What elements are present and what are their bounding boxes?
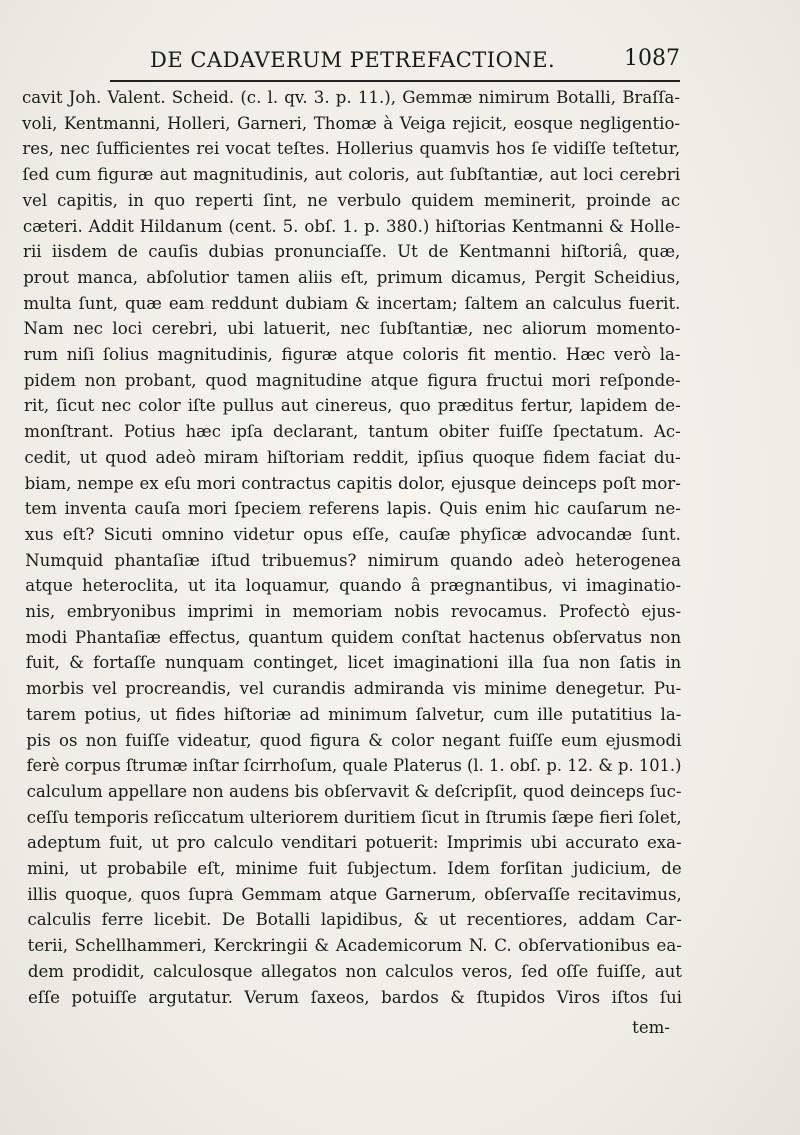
text-line: pidem non probant, quod magnitudine atque figura fructui mori reſponde-: [23, 370, 681, 390]
text-line: ceſſu temporis reſiccatum ulteriorem duritiem ſicut in ſtrumis ſæpe fieri ſolet,: [26, 807, 682, 827]
text-line: xus eſt? Sicuti omnino videtur opus eſſe, cauſæ phyſicæ advocandæ ſunt.: [24, 524, 681, 544]
text-line: voli, Kentmanni, Holleri, Garneri, Thomæ à Veiga rejicit, eosque negligentio-: [22, 113, 681, 133]
running-title: DE CADAVERUM PETREFACTIONE.: [150, 48, 556, 72]
text-line: adeptum fuit, ut pro calculo venditari potuerit: Imprimis ubi accurato exa-: [26, 833, 682, 853]
text-line: modi Phantaſiæ effectus, quantum quidem conſtat hactenus obſervatus non: [25, 627, 682, 647]
text-line: terii, Schellhammeri, Kerckringii & Academicorum N. C. obſervationibus ea-: [27, 936, 682, 956]
text-line: morbis vel procreandis, vel curandis admiranda vis minime denegetur. Pu-: [25, 679, 682, 699]
text-line: calculis ferre licebit. De Botalli lapidibus, & ut recentiores, addam Car-: [27, 910, 682, 930]
text-line: ſed cum figuræ aut magnitudinis, aut coloris, aut ſubſtantiæ, aut loci cerebri: [22, 165, 681, 185]
text-line: fuit, & fortaſſe nunquam continget, licet imaginationi illa ſua non ſatis in: [25, 653, 682, 673]
page-number: 1087: [624, 46, 680, 71]
text-line: dem prodidit, calculosque allegatos non calculos veros, ſed oſſe fuiſſe, aut: [27, 961, 682, 981]
page-header: [150, 44, 680, 76]
header-rule: [110, 80, 680, 82]
text-line: Nam nec loci cerebri, ubi latuerit, nec ſubſtantiæ, nec aliorum momento-: [23, 319, 681, 339]
text-line: mini, ut probabile eſt, minime fuit ſubjectum. Idem forſitan judicium, de: [27, 859, 682, 878]
text-line: ferè corpus ſtrumæ inſtar ſcirrhoſum, quale Platerus (l. 1. obſ. p. 12. & p. 101.): [26, 756, 682, 776]
text-line: cedit, ut quod adeò miram hiſtoriam reddit, ipſius quoque fidem faciat du-: [24, 447, 681, 467]
text-line: tarem potius, ut fides hiſtoriæ ad minimum ſalvetur, cum ille putatitius la-: [26, 704, 682, 724]
text-line: calculum appellare non audens bis obſervavit & deſcripſit, quod deinceps ſuc-: [26, 781, 682, 801]
text-line: illis quoque, quos ſupra Gemmam atque Garnerum, obſervaſſe recitavimus,: [27, 884, 682, 904]
text-line: atque heteroclita, ut ita loquamur, quando â prægnantibus, vi imaginatio-: [25, 576, 682, 596]
text-line: pis os non fuiſſe videatur, quod figura & color negant fuiſſe eum ejusmodi: [26, 730, 682, 750]
catchword: tem-: [632, 1018, 670, 1037]
text-line: prout manca, abſolutior tamen aliis eſt, primum dicamus, Pergit Scheidius,: [23, 267, 681, 287]
text-line: res, nec ſufficientes rei vocat teſtes. Hollerius quamvis hos ſe vidiſſe teſtetur,: [22, 139, 681, 159]
text-line: Numquid phantaſiæ iſtud tribuemus? nimirum quando adeò heterogenea: [25, 550, 682, 570]
text-line: cæteri. Addit Hildanum (cent. 5. obſ. 1. p. 380.) hiſtorias Kentmanni & Holle-: [22, 216, 681, 236]
text-line: nis, embryonibus imprimi in memoriam nobis revocamus. Profectò ejus-: [25, 602, 682, 621]
text-line: eſſe potuiſſe argutatur. Verum ſaxeos, bardos & ſtupidos Viros iſtos ſui: [28, 987, 682, 1007]
text-line: rit, ſicut nec color iſte pullus aut cinereus, quo præditus fertur, lapidem de-: [24, 396, 681, 416]
text-line: rum niſi ſolius magnitudinis, figuræ atque coloris fit mentio. Hæc verò la-: [23, 345, 681, 364]
text-line: monſtrant. Potius hæc ipſa declarant, tantum obiter fuiſſe ſpectatum. Ac-: [24, 422, 681, 442]
text-line: rii iisdem de cauſis dubias pronunciaſſe. Ut de Kentmanni hiſtoriâ, quæ,: [23, 242, 681, 262]
text-line: vel capitis, in quo reperti ſint, ne verbulo quidem meminerit, proinde ac: [22, 190, 681, 210]
text-line: biam, nempe ex eſu mori contractus capitis dolor, ejusque deinceps poſt mor-: [24, 473, 681, 493]
text-line: multa ſunt, quæ eam reddunt dubiam & incertam; ſaltem an calculus fuerit.: [23, 293, 681, 313]
text-line: cavit Joh. Valent. Scheid. (c. l. qv. 3. p. 11.), Gemmæ nimirum Botalli, Braſſa-: [22, 88, 680, 107]
text-line: tem inventa cauſa mori ſpeciem referens lapis. Quis enim hic cauſarum ne-: [24, 499, 681, 519]
